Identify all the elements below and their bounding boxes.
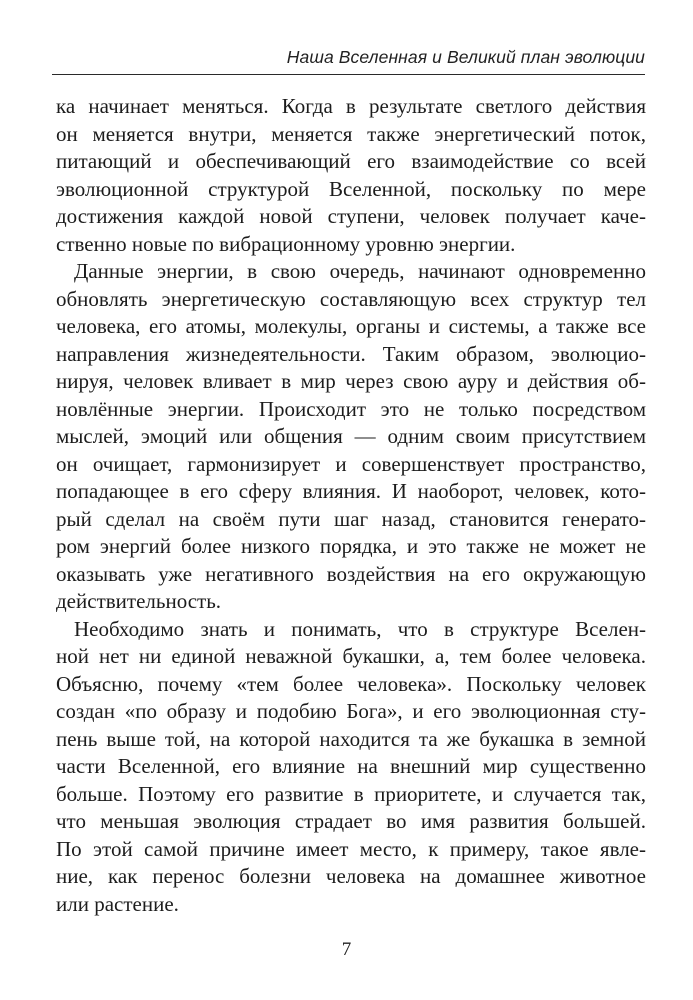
text-line: больше. Поэтому его развитие в приоритете, и случается так, bbox=[56, 781, 646, 806]
text-line: ние, как перенос болезни человека на домашнее животное bbox=[56, 864, 646, 888]
text-line: Объясню, почему «тем более человека». Поскольку человек bbox=[56, 671, 646, 696]
text-line: он меняется внутри, меняется также энергетический поток, bbox=[56, 121, 646, 146]
page-number: 7 bbox=[341, 939, 352, 960]
text-line: мыслей, эмоций или общения — одним своим присутствием bbox=[56, 424, 646, 448]
text-line: новлённые энергии. Происходит это не только посредством bbox=[56, 396, 646, 421]
text-line: создан «по образу и подобию Бога», и его эволюционная сту- bbox=[56, 699, 646, 723]
body-text bbox=[56, 93, 646, 918]
text-line: Данные энергии, в свою очередь, начинают одновременно bbox=[74, 259, 646, 283]
text-line: Необходимо знать и понимать, что в структуре Вселен- bbox=[74, 616, 646, 641]
text-line: рый сделал на своём пути шаг назад, становится генерато- bbox=[56, 506, 646, 531]
running-header-title: Наша Вселенная и Великий план эволюции bbox=[286, 47, 645, 67]
text-line: достижения каждой новой ступени, человек получает каче- bbox=[56, 204, 646, 228]
paragraph bbox=[56, 258, 646, 616]
text-line: обновлять энергетическую составляющую всех структур тел bbox=[56, 286, 646, 311]
text-line: нируя, человек вливает в мир через свою ауру и действия об- bbox=[56, 369, 646, 393]
text-line: По этой самой причине имеет место, к примеру, такое явле- bbox=[56, 836, 646, 861]
text-line: человека, его атомы, молекулы, органы и системы, а также все bbox=[56, 314, 646, 338]
text-line: действительность. bbox=[56, 589, 222, 613]
text-line: питающий и обеспечивающий его взаимодействие со всей bbox=[56, 149, 646, 173]
paragraph bbox=[56, 93, 646, 258]
text-line: оказывать уже негативного воздействия на его окружающую bbox=[56, 561, 646, 586]
text-line: ственно новые по вибрационному уровню энергии. bbox=[56, 231, 516, 256]
text-line: что меньшая эволюция страдает во имя развития большей. bbox=[56, 809, 646, 833]
running-header bbox=[52, 44, 645, 75]
text-line: пень выше той, на которой находится та же букашка в земной bbox=[56, 726, 646, 751]
text-line: ной нет ни единой неважной букашки, а, тем более человека. bbox=[56, 644, 646, 668]
text-line: части Вселенной, его влияние на внешний мир существенно bbox=[56, 754, 646, 778]
paragraph bbox=[56, 616, 646, 919]
text-line: или растение. bbox=[56, 891, 179, 916]
text-line: попадающее в его сферу влияния. И наоборот, человек, кото- bbox=[56, 479, 646, 503]
text-line: эволюционной структурой Вселенной, поскольку по мере bbox=[56, 176, 646, 201]
text-line: он очищает, гармонизирует и совершенствует пространство, bbox=[56, 451, 646, 476]
text-line: ром энергий более низкого порядка, и это также не может не bbox=[56, 534, 646, 558]
text-line: ка начинает меняться. Когда в результате светлого действия bbox=[56, 94, 646, 118]
text-line: направления жизнедеятельности. Таким образом, эволюцио- bbox=[56, 341, 646, 366]
